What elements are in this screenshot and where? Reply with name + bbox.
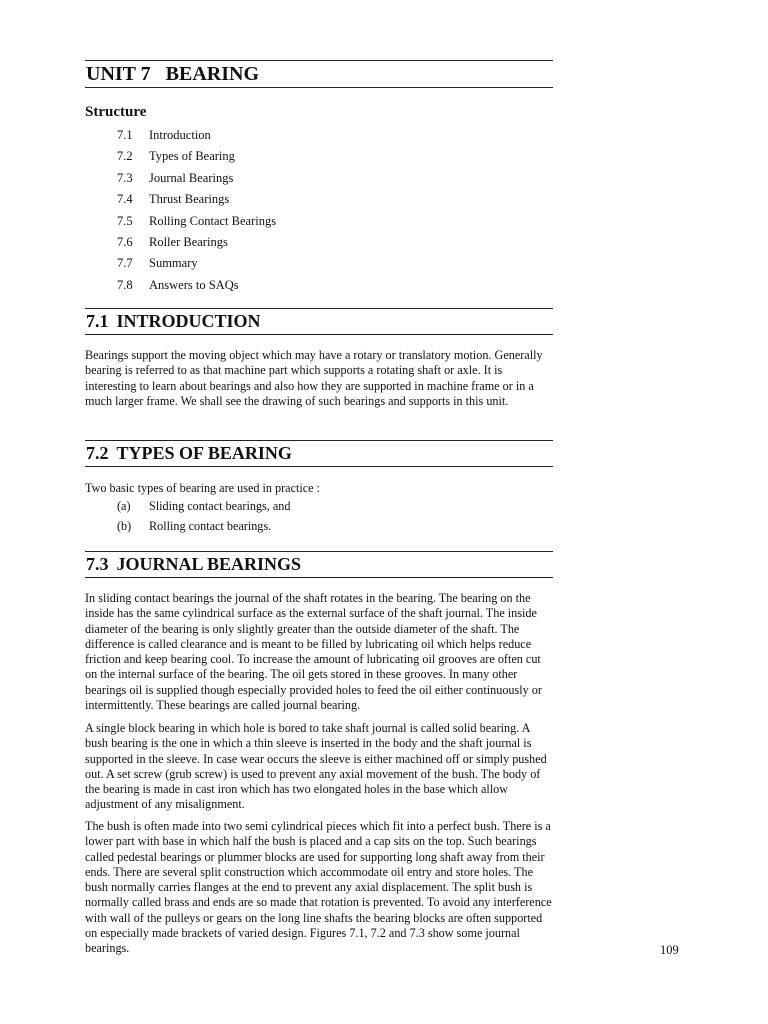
structure-item-number: 7.8: [117, 277, 133, 292]
structure-item-number: 7.7: [117, 256, 133, 271]
structure-item-label: Answers to SAQs: [149, 277, 239, 292]
structure-item: [117, 191, 276, 212]
structure-item: [117, 277, 276, 298]
structure-item: [117, 148, 276, 169]
list-item-marker: (b): [117, 518, 132, 533]
section-title: JOURNAL BEARINGS: [116, 554, 302, 574]
section-number: 7.3: [86, 554, 109, 574]
structure-item-number: 7.1: [117, 128, 133, 142]
unit-title: UNIT 7 BEARING: [85, 60, 553, 88]
structure-item-label: Thrust Bearings: [149, 192, 230, 207]
journal-paragraph-3: The bush is often made into two semi cylindrical pieces which fit into a perfect bush. There is a lower part with base in which half the bush is placed and a cap sits on the top. Such bearings called pedestal bearings or plummer blocks are used for supporting long shaft away from their ends. There are several split construction which accommodate oil entry and store holes. The bush normally carries flanges at the end to prevent any axial displacement. The split bush is normally called brass and ends are so made that rotation is prevented. To avoid any interference with wall of the pulleys or gears on the long line shafts the bearing blocks are often supported on especially made brackets of varied design. Figures 7.1, 7.2 and 7.3 show some journal bearings.: [85, 819, 552, 956]
structure-item-label: Rolling Contact Bearings: [149, 213, 277, 228]
section-heading-introduction: [85, 308, 553, 335]
structure-item-label: Journal Bearings: [149, 170, 234, 185]
structure-item: [117, 234, 276, 255]
types-intro: Two basic types of bearing are used in practice :: [85, 481, 321, 495]
journal-paragraph-2: A single block bearing in which hole is bored to take shaft journal is called solid bearing. A bush bearing is the one in which a thin sleeve is inserted in the body and the shaft journal is supported in the sleeve. In case wear occurs the sleeve is either machined off or simply pushed out. A set screw (grub screw) is used to prevent any axial movement of the bush. The body of the bearing is made in cast iron which has two elongated holes in the base which allow adjustment of any misalignment.: [85, 721, 547, 812]
structure-title: Structure: [85, 104, 147, 120]
types-list: [117, 499, 290, 538]
list-item-marker: (a): [117, 499, 131, 513]
journal-paragraph-1: In sliding contact bearings the journal of the shaft rotates in the bearing. The bearing on the inside has the same cylindrical surface as the external surface of the shaft journal. The inside diameter of the bearing is only slightly greater than the outside diameter of the shaft. The difference is called clearance and is meant to be filled by lubricating oil which helps reduce friction and keep bearing cool. To increase the amount of lubricating oil grooves are often cut on the internal surface of the bearing. The oil gets stored in these grooves. In many other bearings oil is supplied though especially provided holes to feed the oil either continuously or intermittently. These bearings are called journal bearing.: [85, 591, 542, 713]
structure-item-number: 7.4: [117, 192, 133, 207]
structure-item: [117, 213, 276, 234]
section-number: 7.1: [86, 311, 109, 331]
list-item: [117, 499, 290, 519]
structure-item-number: 7.2: [117, 149, 133, 164]
structure-item-number: 7.3: [117, 170, 133, 185]
section-title: TYPES OF BEARING: [116, 443, 292, 463]
structure-item-number: 7.6: [117, 234, 133, 249]
section-title: INTRODUCTION: [116, 311, 261, 331]
structure-item-number: 7.5: [117, 213, 133, 228]
section-heading-journal: [85, 551, 553, 578]
page-number: 109: [660, 943, 679, 957]
list-item: [117, 519, 290, 539]
structure-list: [117, 127, 276, 298]
structure-item: [117, 255, 276, 276]
structure-item-label: Types of Bearing: [149, 149, 235, 164]
introduction-paragraph: Bearings support the moving object which may have a rotary or translatory motion. Generally bearing is referred to as that machine part which supports a rotating shaft or axle. It is interesting to learn about bearings and also how they are supported in machine frame or in a much larger frame. We shall see the drawing of such bearings and supports in this unit.: [85, 348, 543, 408]
list-item-label: Rolling contact bearings.: [149, 518, 272, 533]
structure-item: [117, 127, 276, 148]
list-item-label: Sliding contact bearings, and: [149, 499, 291, 513]
section-heading-types: [85, 440, 553, 467]
structure-item-label: Roller Bearings: [149, 234, 228, 249]
structure-item: [117, 170, 276, 191]
structure-item-label: Introduction: [149, 128, 211, 142]
section-number: 7.2: [86, 443, 109, 463]
structure-item-label: Summary: [149, 256, 198, 271]
